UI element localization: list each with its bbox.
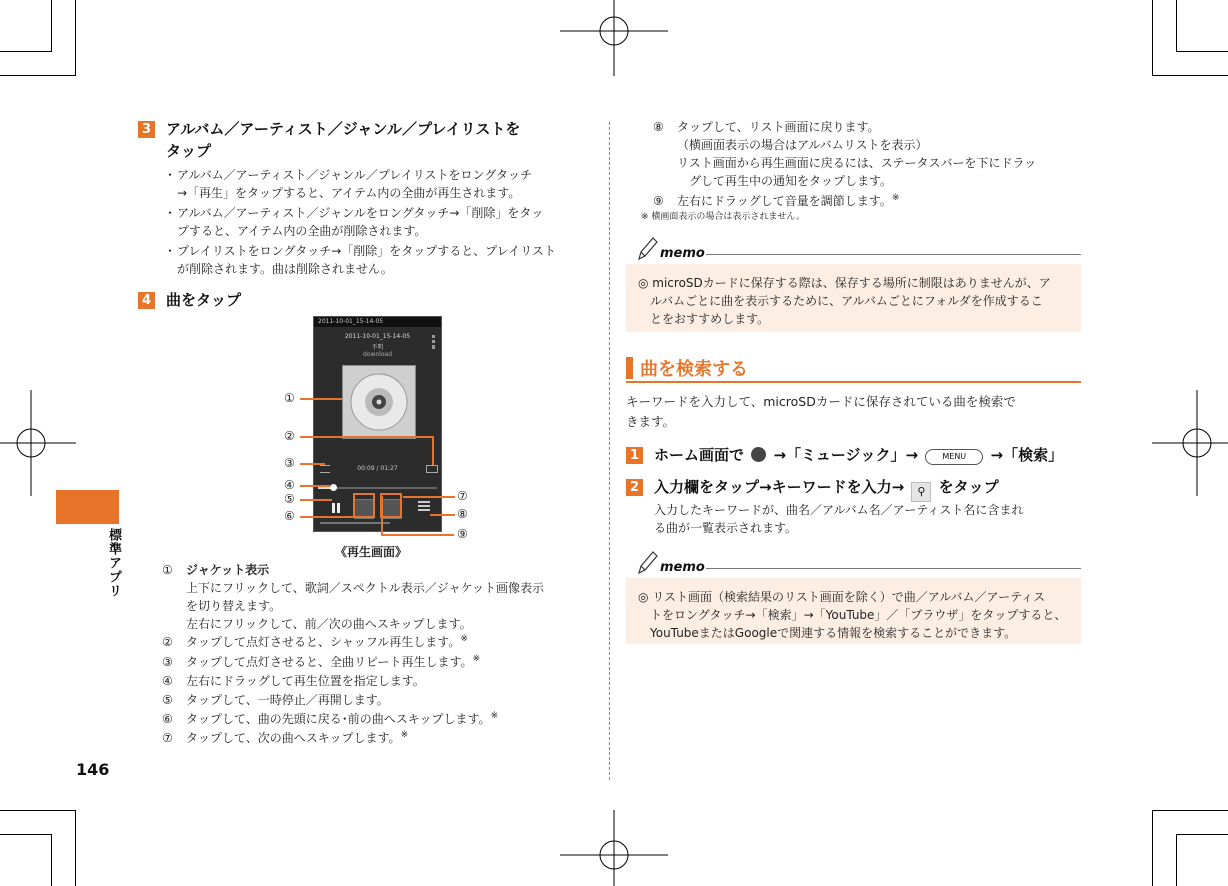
section-title: 曲を検索する: [640, 359, 748, 380]
desc-item: ② タップして点灯させると、シャッフル再生します。※: [162, 634, 468, 649]
highlight-box: [353, 493, 375, 518]
callout-9: ⑨: [457, 527, 468, 541]
step-number: 3: [138, 121, 155, 138]
callout-line: [381, 534, 454, 536]
memo-text: ◎ リスト画面（検索結果のリスト画面を除く）で曲／アルバム／アーティス トをロングタッチ→「検索」→「YouTube」／「ブラウザ」をタップすると、 YouTubeまたはGoogleで関連する情報を検索することができます。: [638, 590, 1067, 640]
callout-line: [300, 463, 325, 465]
desc-item: ① ジャケット表示 上下にフリックして、歌詞／スペクトル表示／ジャケット画像表示 を切り替えます。 左右にフリックして、前／次の曲へスキップします。: [162, 563, 544, 631]
album-name: download: [362, 351, 392, 358]
song-title: 2011-10-01_15-14-05: [344, 333, 411, 340]
jacket-image[interactable]: [342, 365, 416, 439]
seek-thumb[interactable]: [330, 484, 337, 491]
bullet-item: ・ アルバム／アーティスト／ジャンル／プレイリストをロングタッチ →「再生」をタップすると、アイテム内の全曲が再生されます。: [164, 168, 533, 200]
memo-rule: [706, 254, 1081, 255]
page-number: 146: [76, 760, 110, 779]
side-tab: [56, 490, 119, 524]
intro-text: キーワードを入力して、microSDカードに保存されている曲を検索で きます。: [626, 394, 1016, 429]
desc-item: ⑤ タップして、一時停止／再開します。: [162, 693, 389, 707]
highlight-box: [380, 493, 402, 518]
callout-line: [300, 485, 330, 487]
section-marker: [626, 357, 633, 379]
desc-item: ⑥ タップして、曲の先頭に戻る･前の曲へスキップします。※: [162, 711, 499, 726]
column-divider: [609, 122, 610, 780]
desc-item: ④ 左右にドラッグして再生位置を指定します。: [162, 674, 425, 688]
figure-caption: 《再生画面》: [335, 545, 408, 559]
memo-text: ◎ microSDカードに保存する際は、保存する場所に制限はありませんが、ア ルバムごとに曲を表示するために、アルバムごとにフォルダを作成するこ とをおすすめします。: [638, 276, 1051, 326]
callout-4: ④: [284, 478, 295, 492]
callout-line: [430, 514, 455, 516]
pencil-icon: [636, 236, 658, 262]
time-display: 00:09 / 01:27: [357, 465, 398, 472]
step-title: アルバム／アーティスト／ジャンル／プレイリストを タップ: [166, 120, 521, 160]
footnote: ※ 横画面表示の場合は表示されません。: [641, 212, 805, 222]
section-rule: [626, 381, 1081, 383]
player-screenshot: [313, 316, 442, 532]
desc-item: ⑦ タップして、次の曲へスキップします。※: [162, 730, 409, 745]
callout-line: [432, 436, 434, 465]
search-icon: ⚲: [911, 482, 931, 502]
apps-icon: [751, 447, 766, 462]
menu-key-icon: MENU: [925, 449, 983, 465]
step-title: ホーム画面で →「ミュージック」→ MENU →「検索」: [654, 446, 1064, 464]
callout-5: ⑤: [284, 492, 295, 506]
desc-item: ⑨ 左右にドラッグして音量を調節します。※: [653, 193, 900, 208]
callout-line: [300, 499, 332, 501]
list-button[interactable]: [418, 501, 430, 513]
step-number: 1: [626, 447, 643, 464]
callout-1: ①: [284, 391, 295, 405]
callout-line: [300, 398, 342, 400]
callout-line: [300, 516, 354, 518]
bullet-item: ・ アルバム／アーティスト／ジャンルをロングタッチ→「削除」をタッ プすると、アイテム内の全曲が削除されます。: [164, 206, 544, 238]
memo-label: memo: [660, 560, 705, 575]
memo-label: memo: [660, 246, 705, 261]
side-tab-label: 標準アプリ: [106, 528, 121, 598]
callout-3: ③: [284, 456, 295, 470]
menu-dots-icon[interactable]: [432, 335, 435, 349]
desc-item: ③ タップして点灯させると、全曲リピート再生します。※: [162, 654, 481, 669]
callout-2: ②: [284, 429, 295, 443]
artist-name: 不明: [371, 344, 384, 351]
step-number: 4: [138, 292, 155, 309]
callout-8: ⑧: [457, 507, 468, 521]
pencil-icon: [636, 550, 658, 576]
callout-6: ⑥: [284, 509, 295, 523]
memo-rule: [706, 568, 1081, 569]
pause-icon[interactable]: [332, 503, 335, 513]
step-title: 曲をタップ: [166, 291, 242, 309]
callout-line: [300, 436, 433, 438]
step-title: 入力欄をタップ→キーワードを入力→ ⚲ をタップ: [654, 476, 999, 502]
step-number: 2: [626, 479, 643, 496]
volume-bar[interactable]: [320, 522, 390, 524]
desc-item: ⑧ タップして、リスト画面に戻ります。 （横画面表示の場合はアルバムリストを表示） リスト画面から再生画面に戻るには、ステータスバーを下にドラッ グして再生中の通知をタップします。: [653, 120, 1037, 188]
callout-line: [403, 496, 455, 498]
step-description: 入力したキーワードが、曲名／アルバム名／アーティスト名に含まれ る曲が一覧表示されます。: [654, 503, 1024, 535]
status-text: 2011-10-01_15-14-05: [318, 318, 384, 325]
bullet-item: ・ プレイリストをロングタッチ→「削除」をタップすると、プレイリスト が削除されます。曲は削除されません。: [164, 244, 556, 276]
callout-7: ⑦: [457, 489, 468, 503]
cd-icon: [343, 366, 415, 438]
